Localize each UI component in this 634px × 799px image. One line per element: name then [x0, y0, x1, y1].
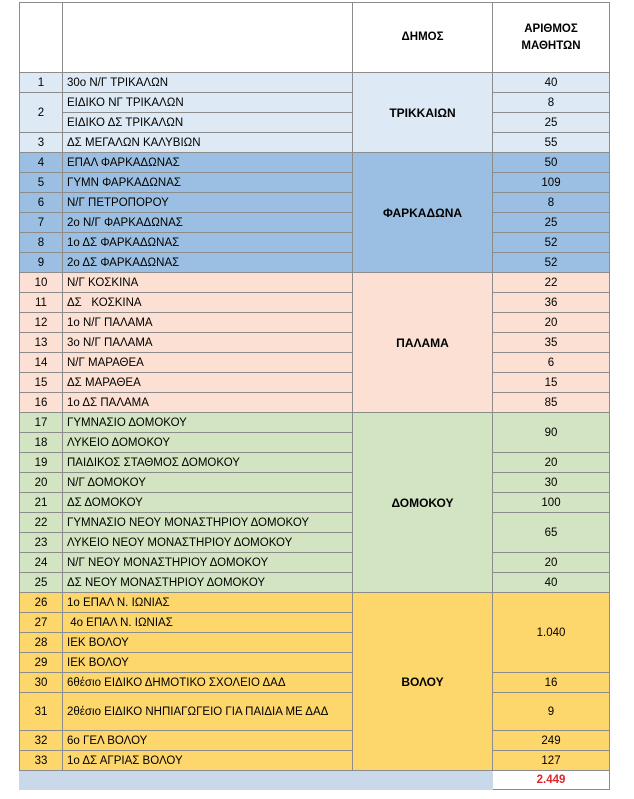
municipality-cell: ΔΟΜΟΚΟΥ — [353, 413, 493, 593]
row-number: 27 — [20, 613, 63, 633]
row-number: 5 — [20, 173, 63, 193]
school-name: Ν/Γ ΚΟΣΚΙΝΑ — [63, 273, 353, 293]
table-row — [20, 553, 610, 573]
total-spacer — [353, 771, 493, 790]
municipality-cell: ΤΡΙΚΚΑΙΩΝ — [353, 73, 493, 153]
student-count: 55 — [493, 133, 610, 153]
school-name: ΔΣ ΝΕΟΥ ΜΟΝΑΣΤΗΡΙΟΥ ΔΟΜΟΚΟΥ — [63, 573, 353, 593]
total-students: 2.449 — [493, 771, 610, 790]
student-count: 20 — [493, 553, 610, 573]
school-name: Ν/Γ ΝΕΟΥ ΜΟΝΑΣΤΗΡΙΟΥ ΔΟΜΟΚΟΥ — [63, 553, 353, 573]
municipality-cell: ΦΑΡΚΑΔΩΝΑ — [353, 153, 493, 273]
school-name: 1ο ΔΣ ΦΑΡΚΑΔΩΝΑΣ — [63, 233, 353, 253]
municipality-cell: ΒΟΛΟΥ — [353, 593, 493, 771]
school-name: ΛΥΚΕΙΟ ΝΕΟΥ ΜΟΝΑΣΤΗΡΙΟΥ ΔΟΜΟΚΟΥ — [63, 533, 353, 553]
student-count: 1.040 — [493, 593, 610, 673]
student-count: 52 — [493, 233, 610, 253]
school-name: 2ο ΔΣ ΦΑΡΚΑΔΩΝΑΣ — [63, 253, 353, 273]
student-count: 90 — [493, 413, 610, 453]
school-name: ΛΥΚΕΙΟ ΔΟΜΟΚΟΥ — [63, 433, 353, 453]
school-name: ΓΥΜΝΑΣΙΟ ΔΟΜΟΚΟΥ — [63, 413, 353, 433]
row-number: 14 — [20, 353, 63, 373]
student-count: 25 — [493, 213, 610, 233]
student-count: 8 — [493, 193, 610, 213]
school-name: 6ο ΓΕΛ ΒΟΛΟΥ — [63, 731, 353, 751]
school-name: Ν/Γ ΠΕΤΡΟΠΟΡΟΥ — [63, 193, 353, 213]
school-name: 1ο ΔΣ ΑΓΡΙΑΣ ΒΟΛΟΥ — [63, 751, 353, 771]
student-count: 40 — [493, 573, 610, 593]
row-number: 22 — [20, 513, 63, 533]
table-row — [20, 253, 610, 273]
row-number: 20 — [20, 473, 63, 493]
students-table — [19, 2, 610, 790]
header-municipality: ΔΗΜΟΣ — [353, 3, 493, 73]
student-count: 127 — [493, 751, 610, 771]
school-name: ΠΑΙΔΙΚΟΣ ΣΤΑΘΜΟΣ ΔΟΜΟΚΟΥ — [63, 453, 353, 473]
student-count: 100 — [493, 493, 610, 513]
table-row — [20, 413, 610, 433]
table-row — [20, 313, 610, 333]
school-name: ΔΣ ΔΟΜΟΚΟΥ — [63, 493, 353, 513]
student-count: 50 — [493, 153, 610, 173]
student-count: 85 — [493, 393, 610, 413]
table-row — [20, 133, 610, 153]
total-spacer — [63, 771, 353, 790]
table-row — [20, 593, 610, 613]
school-name: 4ο ΕΠΑΛ Ν. ΙΩΝΙΑΣ — [63, 613, 353, 633]
row-number: 9 — [20, 253, 63, 273]
row-number: 3 — [20, 133, 63, 153]
student-count: 25 — [493, 113, 610, 133]
header-student-count: ΑΡΙΘΜΟΣ ΜΑΘΗΤΩΝ — [493, 3, 610, 73]
school-name: ΓΥΜΝΑΣΙΟ ΝΕΟΥ ΜΟΝΑΣΤΗΡΙΟΥ ΔΟΜΟΚΟΥ — [63, 513, 353, 533]
table-row — [20, 153, 610, 173]
table-row — [20, 573, 610, 593]
table-row — [20, 693, 610, 731]
student-count: 16 — [493, 673, 610, 693]
row-number: 1 — [20, 73, 63, 93]
school-name: ΔΣ ΜΕΓΑΛΩΝ ΚΑΛΥΒΙΩΝ — [63, 133, 353, 153]
row-number: 11 — [20, 293, 63, 313]
row-number: 10 — [20, 273, 63, 293]
row-number: 30 — [20, 673, 63, 693]
school-name: Ν/Γ ΜΑΡΑΘΕΑ — [63, 353, 353, 373]
school-name: ΕΠΑΛ ΦΑΡΚΑΔΩΝΑΣ — [63, 153, 353, 173]
table-row — [20, 513, 610, 533]
table-row — [20, 373, 610, 393]
row-number: 31 — [20, 693, 63, 731]
table-row — [20, 453, 610, 473]
school-name: 3ο Ν/Γ ΠΑΛΑΜΑ — [63, 333, 353, 353]
school-name: 6θέσιο ΕΙΔΙΚΟ ΔΗΜΟΤΙΚΟ ΣΧΟΛΕΙΟ ΔΑΔ — [63, 673, 353, 693]
school-name: ΔΣ ΜΑΡΑΘΕΑ — [63, 373, 353, 393]
row-number: 8 — [20, 233, 63, 253]
student-count: 6 — [493, 353, 610, 373]
header-row — [20, 3, 610, 73]
school-name: ΙΕΚ ΒΟΛΟΥ — [63, 653, 353, 673]
student-count: 22 — [493, 273, 610, 293]
school-name: 1ο ΕΠΑΛ Ν. ΙΩΝΙΑΣ — [63, 593, 353, 613]
student-count: 109 — [493, 173, 610, 193]
school-name: 2θέσιο ΕΙΔΙΚΟ ΝΗΠΙΑΓΩΓΕΙΟ ΓΙΑ ΠΑΙΔΙΑ ΜΕ ΔΑΔ — [63, 693, 353, 731]
row-number: 18 — [20, 433, 63, 453]
table-row — [20, 193, 610, 213]
table-row — [20, 173, 610, 193]
table-row — [20, 273, 610, 293]
row-number: 2 — [20, 93, 63, 133]
student-count: 36 — [493, 293, 610, 313]
school-name: Ν/Γ ΔΟΜΟΚΟΥ — [63, 473, 353, 493]
student-count: 249 — [493, 731, 610, 751]
row-number: 26 — [20, 593, 63, 613]
table-row — [20, 73, 610, 93]
row-number: 32 — [20, 731, 63, 751]
table-row — [20, 673, 610, 693]
row-number: 23 — [20, 533, 63, 553]
student-count: 35 — [493, 333, 610, 353]
table-row — [20, 233, 610, 253]
row-number: 7 — [20, 213, 63, 233]
municipality-cell: ΠΑΛΑΜΑ — [353, 273, 493, 413]
row-number: 21 — [20, 493, 63, 513]
table-row — [20, 751, 610, 771]
row-number: 16 — [20, 393, 63, 413]
student-count: 20 — [493, 313, 610, 333]
table-row — [20, 93, 610, 113]
student-count: 8 — [493, 93, 610, 113]
row-number: 13 — [20, 333, 63, 353]
table-row — [20, 293, 610, 313]
row-number: 4 — [20, 153, 63, 173]
student-count: 20 — [493, 453, 610, 473]
school-name: 1ο Ν/Γ ΠΑΛΑΜΑ — [63, 313, 353, 333]
school-name: 2ο Ν/Γ ΦΑΡΚΑΔΩΝΑΣ — [63, 213, 353, 233]
row-number: 33 — [20, 751, 63, 771]
student-count: 52 — [493, 253, 610, 273]
total-spacer — [20, 771, 63, 790]
row-number: 24 — [20, 553, 63, 573]
school-name: ΔΣ ΚΟΣΚΙΝΑ — [63, 293, 353, 313]
student-count: 40 — [493, 73, 610, 93]
table-row — [20, 213, 610, 233]
student-count: 30 — [493, 473, 610, 493]
row-number: 19 — [20, 453, 63, 473]
row-number: 29 — [20, 653, 63, 673]
school-name: ΕΙΔΙΚΟ ΝΓ ΤΡΙΚΑΛΩΝ — [63, 93, 353, 113]
total-row — [20, 771, 610, 790]
table-row — [20, 731, 610, 751]
row-number: 15 — [20, 373, 63, 393]
table-row — [20, 473, 610, 493]
student-count: 65 — [493, 513, 610, 553]
table-row — [20, 113, 610, 133]
header-school — [63, 3, 353, 73]
row-number: 6 — [20, 193, 63, 213]
table-row — [20, 333, 610, 353]
school-name: ΕΙΔΙΚΟ ΔΣ ΤΡΙΚΑΛΩΝ — [63, 113, 353, 133]
row-number: 17 — [20, 413, 63, 433]
school-name: 1ο ΔΣ ΠΑΛΑΜΑ — [63, 393, 353, 413]
row-number: 12 — [20, 313, 63, 333]
student-count: 9 — [493, 693, 610, 731]
table-row — [20, 393, 610, 413]
school-name: 30ο Ν/Γ ΤΡΙΚΑΛΩΝ — [63, 73, 353, 93]
row-number: 28 — [20, 633, 63, 653]
table-row — [20, 353, 610, 373]
header-num — [20, 3, 63, 73]
student-count: 15 — [493, 373, 610, 393]
school-name: ΙΕΚ ΒΟΛΟΥ — [63, 633, 353, 653]
row-number: 25 — [20, 573, 63, 593]
school-name: ΓΥΜΝ ΦΑΡΚΑΔΩΝΑΣ — [63, 173, 353, 193]
table-row — [20, 493, 610, 513]
